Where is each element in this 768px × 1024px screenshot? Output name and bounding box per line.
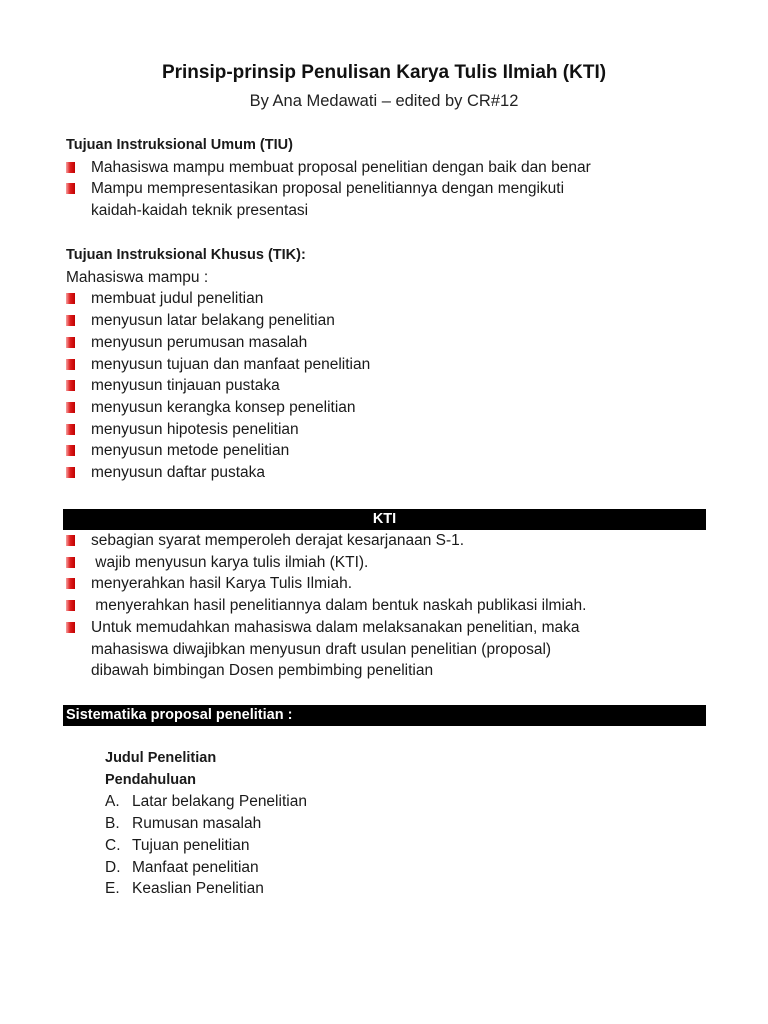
red-square-bullet-icon [66,359,75,370]
kti-section-bar: KTI [63,509,706,530]
tik-intro: Mahasiswa mampu : [66,268,209,286]
document-title: Prinsip-prinsip Penulisan Karya Tulis Ilmiah (KTI) [161,62,607,83]
list-item: menyusun kerangka konsep penelitian [66,397,370,419]
red-square-bullet-icon [66,578,75,589]
list-item: menyerahkan hasil penelitiannya dalam bentuk naskah publikasi ilmiah. [66,595,586,617]
list-item: A. Latar belakang Penelitian [105,793,307,811]
red-square-bullet-icon [66,622,75,633]
red-square-bullet-icon [66,467,75,478]
list-item: menyerahkan hasil Karya Tulis Ilmiah. [66,573,586,595]
list-item: B. Rumusan masalah [105,815,262,833]
ordered-list [105,791,307,900]
pendahuluan-heading: Pendahuluan [105,771,197,788]
tiu-heading: Tujuan Instruksional Umum (TIU) [66,137,293,153]
tik-section [66,245,370,484]
list-item: sebagian syarat memperoleh derajat kesarjanaan S-1. [66,530,586,552]
list-item: C. Tujuan penelitian [105,836,250,854]
list-item: Mahasiswa mampu membuat proposal penelitian dengan baik dan benar [66,157,591,179]
sistematika-section-bar: Sistematika proposal penelitian : [63,705,706,726]
document-subtitle: By Ana Medawati – edited by CR#12 [249,92,519,110]
tiu-section [66,135,591,222]
list-item: membuat judul penelitian [66,288,370,310]
list-item: menyusun metode penelitian [66,440,370,462]
list-item: menyusun perumusan masalah [66,332,370,354]
list-item: menyusun tinjauan pustaka [66,375,370,397]
kti-section [66,530,586,682]
list-item: Mampu mempresentasikan proposal penelitiannya dengan mengikuti kaidah-kaidah teknik presentasi [66,178,591,221]
red-square-bullet-icon [66,293,75,304]
list-item: Untuk memudahkan mahasiswa dalam melaksanakan penelitian, maka mahasiswa diwajibkan menyusun draft usulan penelitian (proposal) dibawah bimbingan Dosen pembimbing penelitian [66,617,586,682]
red-square-bullet-icon [66,315,75,326]
sistematika-section [105,748,307,900]
red-square-bullet-icon [66,445,75,456]
list-item: menyusun daftar pustaka [66,462,370,484]
red-square-bullet-icon [66,557,75,568]
red-square-bullet-icon [66,380,75,391]
list-item: D. Manfaat penelitian [105,858,259,876]
list-item: menyusun latar belakang penelitian [66,310,370,332]
red-square-bullet-icon [66,535,75,546]
list-item: E. Keaslian Penelitian [105,880,264,898]
red-square-bullet-icon [66,600,75,611]
judul-heading: Judul Penelitian [105,750,217,766]
tik-heading: Tujuan Instruksional Khusus (TIK): [66,247,306,263]
red-square-bullet-icon [66,183,75,194]
red-square-bullet-icon [66,337,75,348]
red-square-bullet-icon [66,162,75,173]
list-item: wajib menyusun karya tulis ilmiah (KTI). [66,552,586,574]
red-square-bullet-icon [66,402,75,413]
list-item: menyusun tujuan dan manfaat penelitian [66,354,370,376]
list-item: menyusun hipotesis penelitian [66,419,370,441]
red-square-bullet-icon [66,424,75,435]
